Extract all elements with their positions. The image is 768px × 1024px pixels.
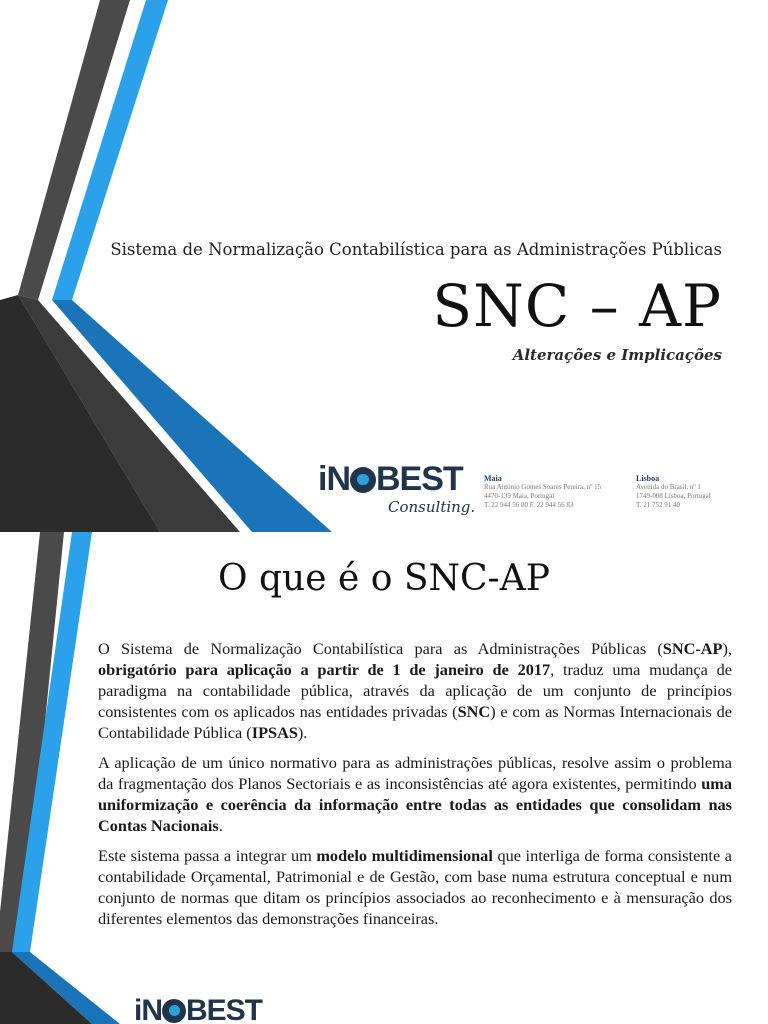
slide-body [98, 638, 732, 938]
inobest-logo: iN BEST Consulting. [318, 460, 476, 516]
address-maia: Maia Rua António Gomes Soares Pereira, nº 15 4470-139 Maia, Portugal T. 22 944 56 80 F. 22 944 56 83 [484, 474, 602, 509]
logo-o-mark [162, 999, 186, 1023]
paragraph-1: O Sistema de Normalização Contabilística para as Administrações Públicas (SNC-AP), obrigatório para aplicação a partir de 1 de janeiro de 2017, traduz uma mudança de paradigma na contabilidade pública, através da aplicação de um conjunto de princípios consistentes com os aplicados nas entidades privadas (SNC) e com as Normas Internacionais de Contabilidade Pública (IPSAS). [98, 639, 732, 742]
inobest-logo: iN BEST [134, 994, 263, 1024]
logo-o-mark [350, 467, 376, 493]
slide-title: SNC – AP [432, 272, 722, 340]
paragraph-3: Este sistema passa a integrar um modelo multidimensional que interliga de forma consistente a contabilidade Orçamental, Patrimonial e de Gestão, com base numa estrutura conceptual e num conjunto de normas que ditam os princípios associados ao reconhecimento e à mensuração dos diferentes elementos das demonstrações financeiras. [98, 846, 733, 928]
logo-consulting-script: Consulting. [388, 498, 476, 516]
content-slide [0, 532, 768, 1024]
slide-title: O que é o SNC-AP [218, 558, 550, 599]
slide-tagline: Alterações e Implicações [512, 346, 722, 364]
paragraph-2: A aplicação de um único normativo para as administrações públicas, resolve assim o problema da fragmentação dos Planos Sectoriais e as inconsistências até agora existentes, permitindo uma uniformização e coerência da informação entre todas as entidades que consolidam nas Contas Nacionais. [98, 753, 732, 835]
address-lisboa: Lisboa Avenida do Brasil, nº 1 1749-008 Lisboa, Portugal T. 21 752 91 40 [636, 474, 711, 509]
slide-subtitle: Sistema de Normalização Contabilística para as Administrações Públicas [110, 240, 722, 259]
